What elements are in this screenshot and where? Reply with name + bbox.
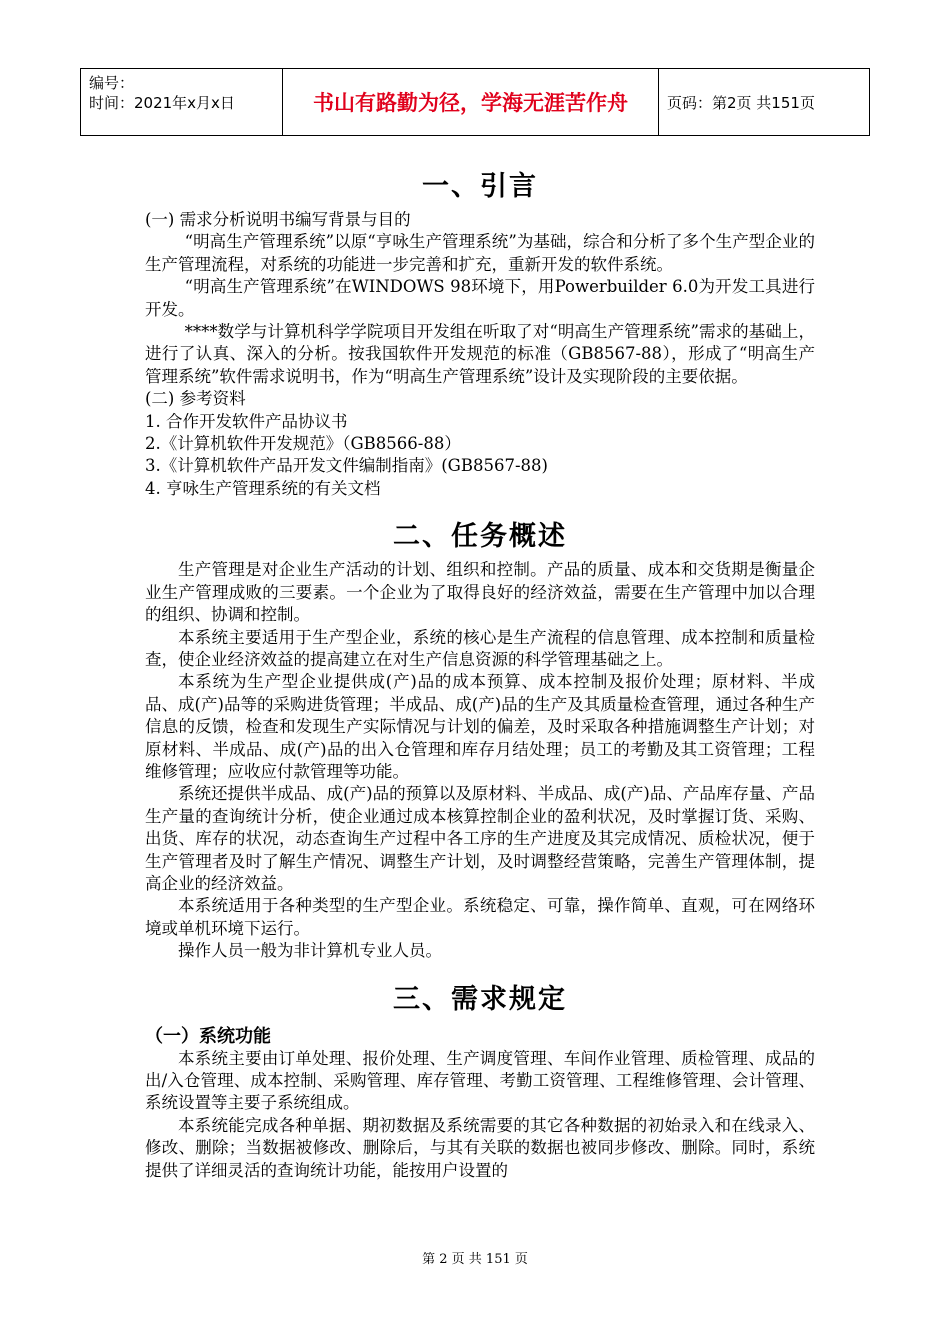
subsection-heading: (一) 需求分析说明书编写背景与目的 [145, 210, 411, 229]
subsection-heading: (二) 参考资料 [145, 389, 246, 409]
section-title-introduction: 一、引言 [422, 171, 538, 202]
paragraph: 本系统主要适用于生产型企业，系统的核心是生产流程的信息管理、成本控制和质量检查，使企业经济效益的提高建立在对生产信息资源的科学管理基础之上。 [145, 627, 815, 669]
section-title-requirements: 三、需求规定 [393, 983, 567, 1015]
header-meta [81, 69, 283, 135]
page-footer: 第 2 页 共 151 页 [422, 1252, 528, 1267]
document-body [145, 150, 815, 1182]
subsection-heading-system-functions: （一）系统功能 [145, 1025, 271, 1047]
paragraph: 本系统适用于各种类型的生产型企业。系统稳定、可靠，操作简单、直观，可在网络环境或单机环境下运行。 [145, 896, 815, 938]
reference-item: 3.《计算机软件产品开发文件编制指南》(GB8567-88) [145, 456, 548, 476]
paragraph: 系统还提供半成品、成(产)品的预算以及原材料、半成品、成(产)品、产品库存量、产品生产量的查询统计分析，使企业通过成本核算控制企业的盈利状况，及时掌握订货、采购、出货、库存的状况，动态查询生产过程中各工序的生产进度及其完成情况、质检状况，便于生产管理者及时了解生产情况、调整生产计划，及时调整经营策略，完善生产管理体制，提高企业的经济效益。 [145, 784, 815, 893]
paragraph: “明高生产管理系统”在WINDOWS 98环境下，用Powerbuilder 6.0为开发工具进行开发。 [145, 277, 815, 319]
paragraph: “明高生产管理系统”以原“亨咏生产管理系统”为基础，综合和分析了多个生产型企业的生产管理流程，对系统的功能进一步完善和扩充，重新开发的软件系统。 [145, 232, 815, 274]
header-page-info: 页码：第2页 共151页 [667, 93, 815, 112]
reference-item: 1. 合作开发软件产品协议书 [145, 411, 348, 431]
paragraph: 本系统为生产型企业提供成(产)品的成本预算、成本控制及报价处理；原材料、半成品、成(产)品等的采购进货管理；半成品、成(产)品的生产及其质量检查管理，通过各种生产信息的反馈，检查和发现生产实际情况与计划的偏差，及时采取各种措施调整生产计划；对原材料、半成品、成(产)品的出入仓管理和库存月结处理；员工的考勤及其工资管理；工程维修管理；应收应付款管理等功能。 [145, 672, 815, 781]
doc-time: 时间：2021年x月x日 [89, 94, 235, 112]
paragraph: 本系统能完成各种单据、期初数据及系统需要的其它各种数据的初始录入和在线录入、修改、删除；当数据被修改、删除后，与其有关联的数据也被同步修改、删除。同时，系统提供了详细灵活的查询统计功能，能按用户设置的 [145, 1115, 815, 1180]
header-motto: 书山有路勤为径，学海无涯苦作舟 [283, 69, 659, 135]
reference-item: 2.《计算机软件开发规范》（GB8566-88） [145, 434, 461, 454]
reference-item: 4. 亨咏生产管理系统的有关文档 [145, 478, 381, 498]
doc-number: 编号： [89, 74, 135, 92]
paragraph: ****数学与计算机科学学院项目开发组在听取了对“明高生产管理系统”需求的基础上，进行了认真、深入的分析。按我国软件开发规范的标准（GB8567-88），形成了“明高生产管理系统”软件需求说明书，作为“明高生产管理系统”设计及实现阶段的主要依据。 [145, 322, 815, 386]
paragraph: 本系统主要由订单处理、报价处理、生产调度管理、车间作业管理、质检管理、成品的出/入仓管理、成本控制、采购管理、库存管理、考勤工资管理、工程维修管理、会计管理、系统设置等主要子系统组成。 [145, 1048, 815, 1113]
page-header [80, 68, 870, 136]
paragraph: 操作人员一般为非计算机专业人员。 [178, 941, 442, 961]
paragraph: 生产管理是对企业生产活动的计划、组织和控制。产品的质量、成本和交货期是衡量企业生产管理成败的三要素。一个企业为了取得良好的经济效益，需要在生产管理中加以合理的组织、协调和控制。 [145, 560, 815, 625]
section-title-task-overview: 二、任务概述 [393, 521, 567, 553]
